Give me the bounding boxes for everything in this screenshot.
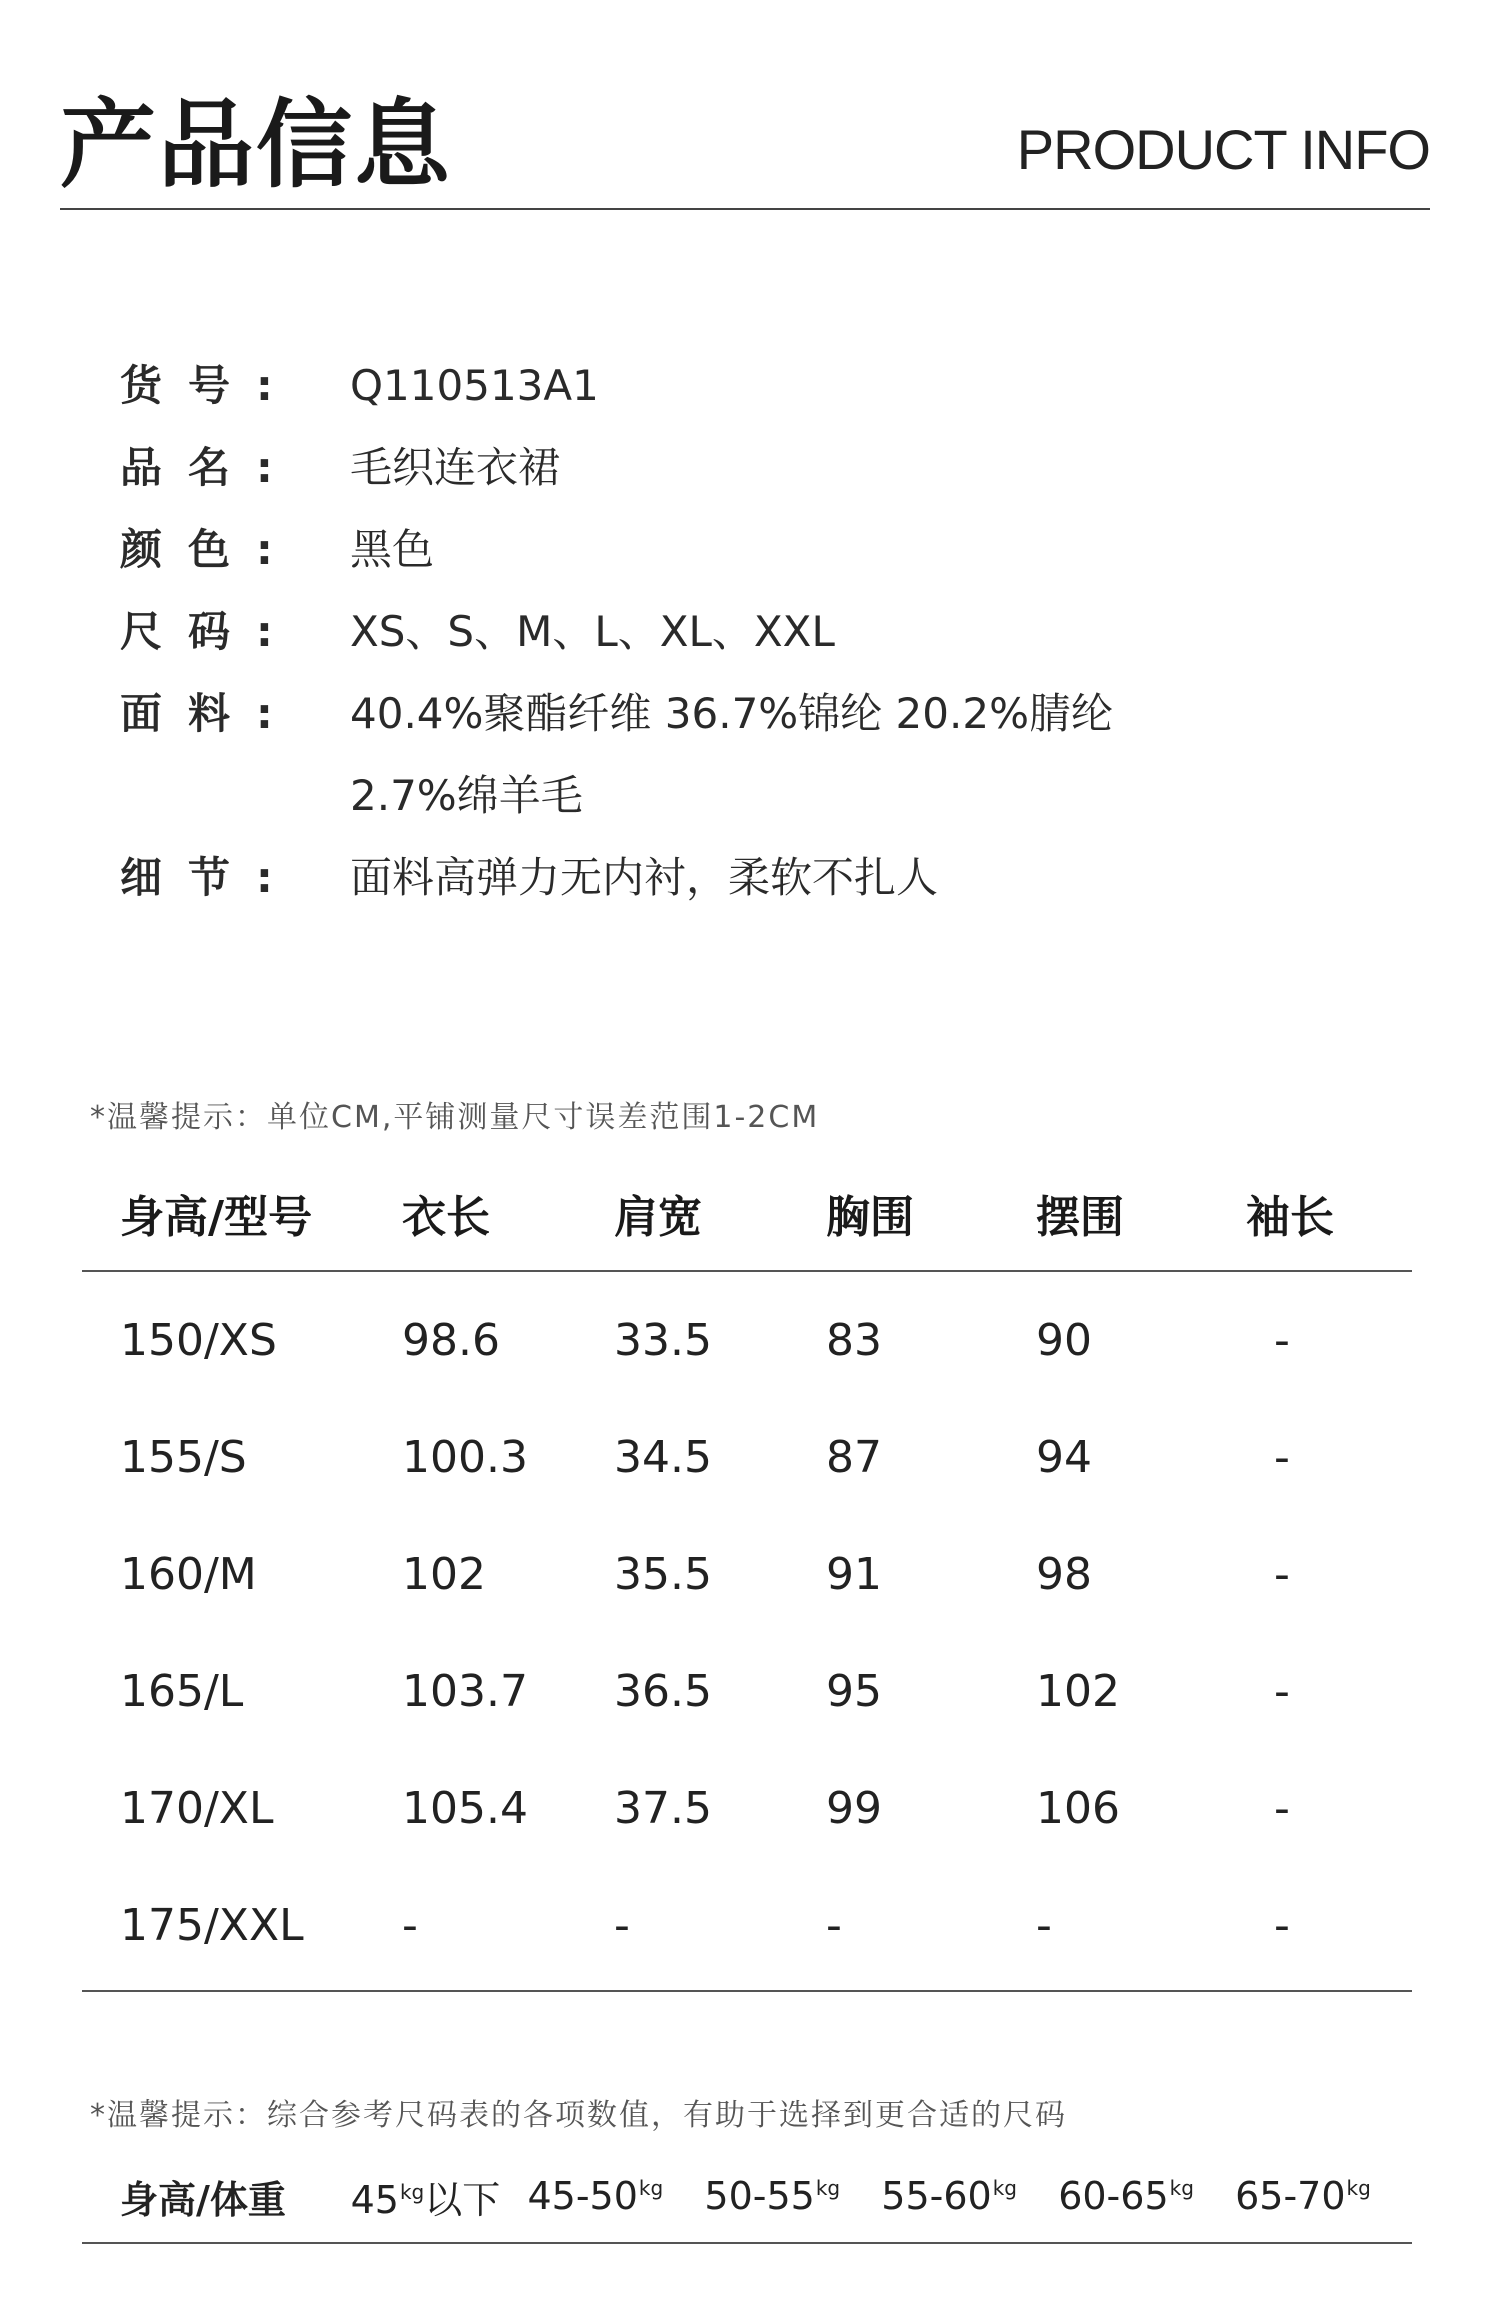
size-table — [82, 1155, 1412, 1992]
info-value-line: 40.4%聚酯纤维 36.7%锦纶 20.2%腈纶 — [350, 689, 1113, 738]
info-label: 尺码: — [120, 607, 299, 656]
column-header: 身高/型号 — [120, 1191, 313, 1243]
weight-cell — [1235, 2174, 1412, 2218]
weight-range: 60-65 — [1058, 2174, 1169, 2218]
table-cell: 100.3 — [402, 1432, 528, 1483]
table-cell: - — [826, 1900, 842, 1951]
header-divider — [60, 208, 1430, 210]
column-header: 袖长 — [1246, 1191, 1334, 1243]
info-label: 货号: — [120, 361, 299, 410]
info-row — [120, 427, 1320, 509]
table-row — [82, 1867, 1412, 1984]
weight-unit: kg — [638, 2176, 664, 2200]
weight-cell — [527, 2174, 704, 2218]
table-cell: 170/XL — [120, 1783, 274, 1834]
table-cell: - — [1274, 1666, 1290, 1717]
info-value — [350, 427, 1320, 509]
table-cell: 103.7 — [402, 1666, 528, 1717]
info-value-line: 面料高弹力无内衬，柔软不扎人 — [350, 853, 939, 902]
weight-unit: kg — [399, 2179, 425, 2204]
table-divider — [82, 1990, 1412, 1992]
info-value-line: 毛织连衣裙 — [350, 443, 561, 492]
weight-unit: kg — [815, 2176, 841, 2200]
table-cell: 160/M — [120, 1549, 257, 1600]
table-cell: 98.6 — [402, 1315, 500, 1366]
product-info-list — [120, 345, 1320, 919]
weight-range: 45-50 — [527, 2174, 638, 2218]
weight-suffix: 以下 — [424, 2177, 501, 2222]
column-header: 衣长 — [402, 1191, 490, 1243]
table-cell: - — [1274, 1315, 1290, 1366]
table-row — [82, 1516, 1412, 1633]
info-value — [350, 345, 1320, 427]
table-cell: 175/XXL — [120, 1900, 304, 1951]
table-cell: 91 — [826, 1549, 882, 1600]
table-cell: 95 — [826, 1666, 882, 1717]
table-row — [82, 1282, 1412, 1399]
column-header: 摆围 — [1036, 1191, 1124, 1243]
table-cell: 150/XS — [120, 1315, 277, 1366]
table-cell: - — [1274, 1783, 1290, 1834]
info-label: 细节: — [120, 853, 299, 902]
table-cell: - — [614, 1900, 630, 1951]
page-header — [60, 80, 1430, 210]
table-cell: 165/L — [120, 1666, 244, 1717]
info-row — [120, 591, 1320, 673]
column-header: 胸围 — [826, 1191, 914, 1243]
table-cell: 102 — [1036, 1666, 1120, 1717]
size-table-body — [82, 1272, 1412, 1990]
info-label: 颜色: — [120, 525, 299, 574]
weight-range: 50-55 — [704, 2174, 815, 2218]
weight-unit: kg — [1346, 2176, 1371, 2200]
weight-row — [82, 2150, 1412, 2242]
table-cell: 37.5 — [614, 1783, 712, 1834]
info-value-line: 2.7%绵羊毛 — [350, 771, 583, 820]
table-cell: 102 — [402, 1549, 486, 1600]
weight-unit: kg — [1169, 2176, 1194, 2200]
table-row — [82, 1633, 1412, 1750]
weight-cell — [704, 2174, 881, 2218]
info-row — [120, 345, 1320, 427]
info-row — [120, 837, 1320, 919]
weight-cell — [881, 2174, 1058, 2218]
weight-unit: kg — [992, 2176, 1017, 2200]
table-row — [82, 1750, 1412, 1867]
weight-cell — [351, 2169, 528, 2224]
table-cell: 33.5 — [614, 1315, 712, 1366]
table-cell: 36.5 — [614, 1666, 712, 1717]
table-cell: - — [1274, 1900, 1290, 1951]
info-value-line: XS、S、M、L、XL、XXL — [350, 607, 835, 656]
weight-range: 65-70 — [1235, 2174, 1346, 2218]
page-title: 产品信息 — [60, 89, 452, 201]
page-title-english: PRODUCT INFO — [1016, 118, 1430, 181]
table-cell: - — [1274, 1549, 1290, 1600]
info-value — [350, 591, 1320, 673]
table-cell: 34.5 — [614, 1432, 712, 1483]
info-label: 面料: — [120, 689, 299, 738]
table-cell: 94 — [1036, 1432, 1092, 1483]
size-table-header — [82, 1155, 1412, 1270]
info-value — [350, 837, 1320, 919]
table-cell: - — [1036, 1900, 1052, 1951]
table-cell: 35.5 — [614, 1549, 712, 1600]
table-cell: 98 — [1036, 1549, 1092, 1600]
weight-table — [82, 2150, 1412, 2244]
table-cell: - — [402, 1900, 418, 1951]
info-value-line: 黑色 — [350, 525, 435, 574]
weight-range: 45 — [350, 2177, 399, 2222]
weight-row-label: 身高/体重 — [120, 2177, 286, 2222]
weight-range: 55-60 — [881, 2174, 992, 2218]
weight-cell — [1058, 2174, 1235, 2218]
info-row — [120, 673, 1320, 837]
column-header: 肩宽 — [614, 1191, 702, 1243]
info-value-line: Q110513A1 — [350, 361, 599, 410]
table-divider — [82, 2242, 1412, 2244]
info-label: 品名: — [120, 443, 299, 492]
table-cell: 83 — [826, 1315, 882, 1366]
table-cell: - — [1274, 1432, 1290, 1483]
weight-tip: *温馨提示：综合参考尺码表的各项数值，有助于选择到更合适的尺码 — [90, 2098, 1067, 2133]
table-cell: 155/S — [120, 1432, 247, 1483]
table-cell: 99 — [826, 1783, 882, 1834]
table-cell: 90 — [1036, 1315, 1092, 1366]
table-cell: 105.4 — [402, 1783, 528, 1834]
info-row — [120, 509, 1320, 591]
table-cell: 106 — [1036, 1783, 1120, 1834]
table-row — [82, 1399, 1412, 1516]
info-value — [350, 673, 1320, 837]
table-cell: 87 — [826, 1432, 882, 1483]
info-value — [350, 509, 1320, 591]
size-tip: *温馨提示：单位CM,平铺测量尺寸误差范围1-2CM — [90, 1100, 820, 1135]
